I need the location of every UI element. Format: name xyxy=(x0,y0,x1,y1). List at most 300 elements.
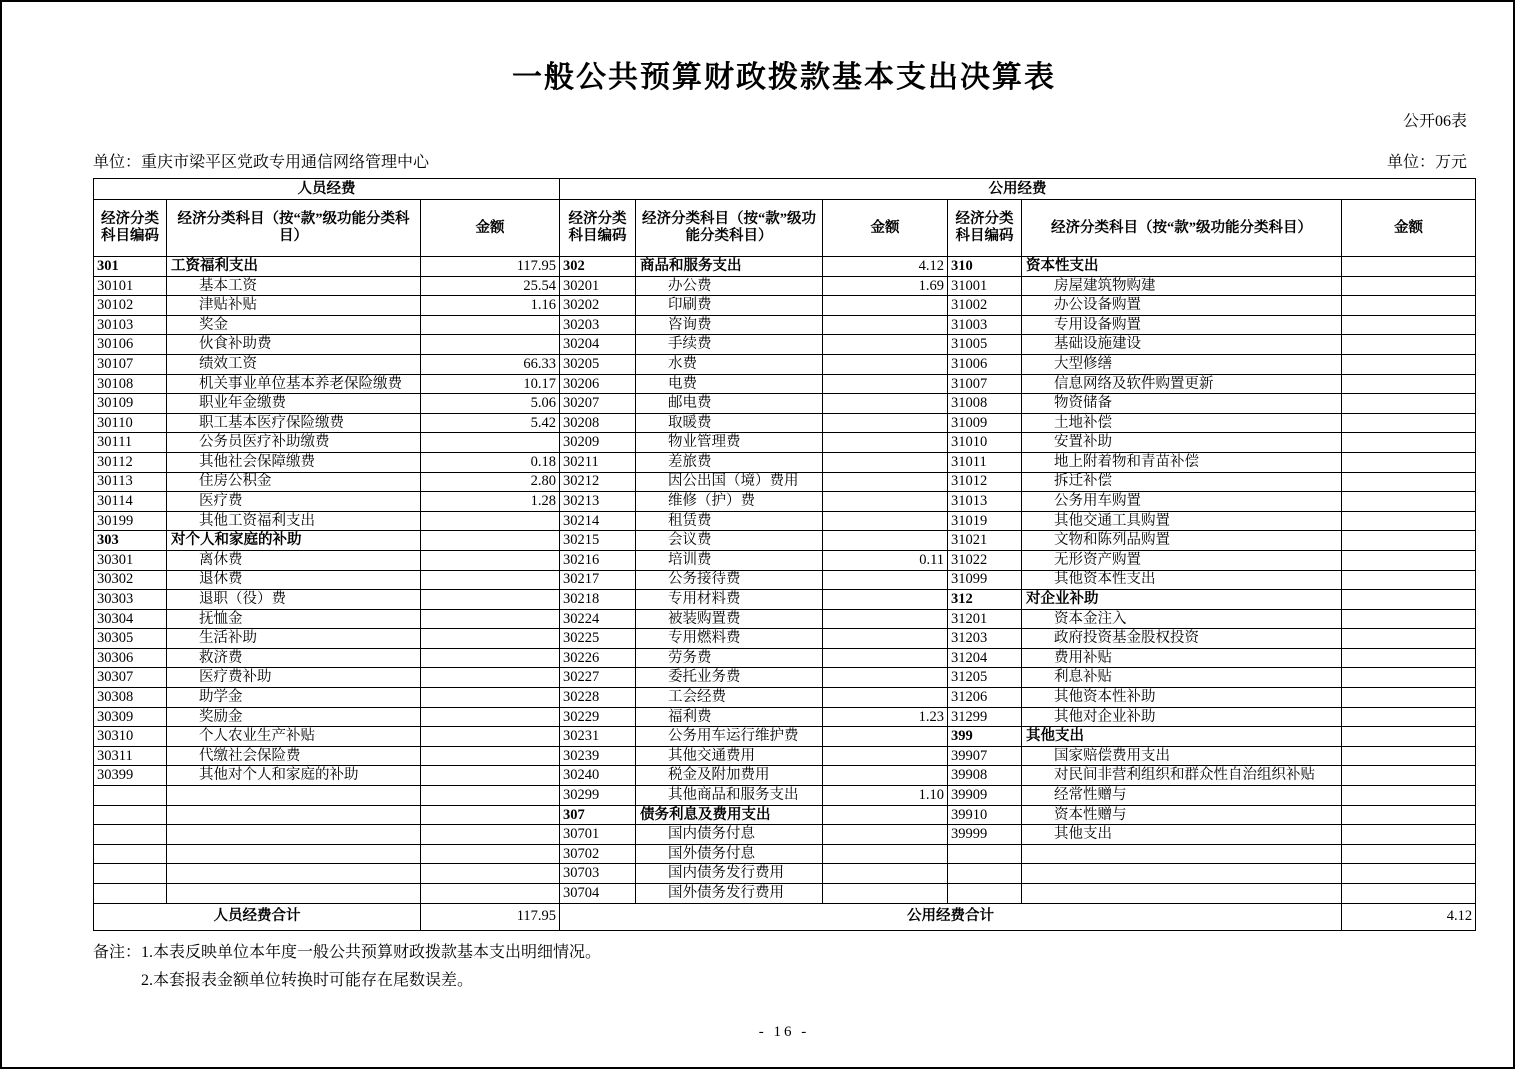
table-row xyxy=(94,570,1476,590)
note-line-1: 1.本表反映单位本年度一般公共预算财政拨款基本支出明细情况。 xyxy=(141,943,602,961)
public-total-amount: 4.12 xyxy=(1342,903,1476,930)
amount-cell xyxy=(1342,707,1476,727)
amount-cell xyxy=(421,668,560,688)
table-row xyxy=(94,805,1476,825)
subject-cell: 安置补助 xyxy=(1022,433,1342,453)
subject-cell: 其他支出 xyxy=(1022,825,1342,845)
page-number: - 16 - xyxy=(758,1024,810,1040)
code-cell: 30704 xyxy=(560,884,636,904)
table-row xyxy=(94,629,1476,649)
amount-cell: 5.06 xyxy=(421,394,560,414)
table-row xyxy=(94,884,1476,904)
code-cell: 30206 xyxy=(560,374,636,394)
amount-cell xyxy=(421,884,560,904)
code-cell: 30305 xyxy=(94,629,167,649)
table-row xyxy=(94,590,1476,610)
amount-cell xyxy=(823,531,948,551)
code-cell: 31013 xyxy=(948,492,1022,512)
subject-cell: 经常性赠与 xyxy=(1022,786,1342,806)
subject-cell: 对个人和家庭的补助 xyxy=(167,531,421,551)
amount-cell xyxy=(421,590,560,610)
amount-cell xyxy=(1342,590,1476,610)
subject-cell: 工会经费 xyxy=(636,688,823,708)
code-cell: 30203 xyxy=(560,315,636,335)
subject-cell: 培训费 xyxy=(636,550,823,570)
amount-cell xyxy=(823,433,948,453)
unit-row xyxy=(93,149,1475,172)
amount-cell xyxy=(421,825,560,845)
subject-cell: 利息补贴 xyxy=(1022,668,1342,688)
subject-cell: 奖励金 xyxy=(167,707,421,727)
col-header-subject-3: 经济分类科目（按“款”级功能分类科目） xyxy=(1022,200,1342,257)
table-row xyxy=(94,550,1476,570)
table-row xyxy=(94,276,1476,296)
subject-cell xyxy=(1022,884,1342,904)
amount-cell: 1.16 xyxy=(421,296,560,316)
amount-cell xyxy=(1342,354,1476,374)
subject-cell: 其他支出 xyxy=(1022,727,1342,747)
subject-cell: 资本金注入 xyxy=(1022,609,1342,629)
amount-cell: 10.17 xyxy=(421,374,560,394)
amount-cell xyxy=(421,629,560,649)
col-header-subject-1: 经济分类科目（按“款”级功能分类科目） xyxy=(167,200,421,257)
subject-cell: 印刷费 xyxy=(636,296,823,316)
code-cell: 31012 xyxy=(948,472,1022,492)
subject-cell xyxy=(1022,864,1342,884)
code-cell: 30107 xyxy=(94,354,167,374)
subject-cell: 工资福利支出 xyxy=(167,257,421,277)
amount-cell xyxy=(421,531,560,551)
table-total-row xyxy=(94,903,1476,930)
amount-cell xyxy=(421,315,560,335)
subject-cell: 代缴社会保险费 xyxy=(167,746,421,766)
code-cell xyxy=(948,884,1022,904)
code-cell: 30701 xyxy=(560,825,636,845)
code-cell: 310 xyxy=(948,257,1022,277)
amount-cell: 2.80 xyxy=(421,472,560,492)
amount-cell xyxy=(823,668,948,688)
amount-cell xyxy=(823,590,948,610)
unit-currency-label: 单位：万元 xyxy=(1386,154,1467,171)
subject-cell: 助学金 xyxy=(167,688,421,708)
code-cell: 30303 xyxy=(94,590,167,610)
subject-cell: 其他社会保障缴费 xyxy=(167,452,421,472)
amount-cell xyxy=(1342,276,1476,296)
table-row xyxy=(94,315,1476,335)
amount-cell xyxy=(421,335,560,355)
subject-cell: 土地补偿 xyxy=(1022,413,1342,433)
subject-cell: 手续费 xyxy=(636,335,823,355)
note-line-2: 2.本套报表金额单位转换时可能存在尾数误差。 xyxy=(141,971,474,989)
table-row xyxy=(94,825,1476,845)
code-cell: 30212 xyxy=(560,472,636,492)
code-cell: 30101 xyxy=(94,276,167,296)
amount-cell xyxy=(1342,648,1476,668)
code-cell: 301 xyxy=(94,257,167,277)
public-form-label: 公开06表 xyxy=(1402,113,1467,130)
amount-cell xyxy=(421,727,560,747)
amount-cell xyxy=(1342,727,1476,747)
page-title: 一般公共预算财政拨款基本支出决算表 xyxy=(512,61,1056,94)
amount-cell xyxy=(1342,668,1476,688)
code-cell: 31007 xyxy=(948,374,1022,394)
code-cell: 30224 xyxy=(560,609,636,629)
amount-cell xyxy=(823,727,948,747)
public-total-label: 公用经费合计 xyxy=(560,903,1342,930)
amount-cell xyxy=(1342,609,1476,629)
col-header-amount-1: 金额 xyxy=(421,200,560,257)
amount-cell xyxy=(823,394,948,414)
amount-cell xyxy=(823,472,948,492)
subject-cell: 公务员医疗补助缴费 xyxy=(167,433,421,453)
code-cell: 31019 xyxy=(948,511,1022,531)
subject-cell: 大型修缮 xyxy=(1022,354,1342,374)
amount-cell xyxy=(1342,433,1476,453)
subject-cell: 邮电费 xyxy=(636,394,823,414)
amount-cell xyxy=(1342,335,1476,355)
amount-cell xyxy=(823,844,948,864)
amount-cell: 66.33 xyxy=(421,354,560,374)
amount-cell xyxy=(823,609,948,629)
subject-cell: 退休费 xyxy=(167,570,421,590)
amount-cell: 1.23 xyxy=(823,707,948,727)
code-cell: 30309 xyxy=(94,707,167,727)
amount-cell xyxy=(823,492,948,512)
code-cell: 31005 xyxy=(948,335,1022,355)
amount-cell xyxy=(1342,531,1476,551)
subject-cell: 债务利息及费用支出 xyxy=(636,805,823,825)
code-cell: 31205 xyxy=(948,668,1022,688)
page-content xyxy=(93,2,1475,995)
amount-cell xyxy=(1342,786,1476,806)
code-cell: 30209 xyxy=(560,433,636,453)
amount-cell xyxy=(1342,315,1476,335)
table-row xyxy=(94,452,1476,472)
amount-cell: 117.95 xyxy=(421,257,560,277)
amount-cell xyxy=(823,629,948,649)
subject-cell: 专用材料费 xyxy=(636,590,823,610)
code-cell: 30110 xyxy=(94,413,167,433)
personnel-total-amount: 117.95 xyxy=(421,903,560,930)
code-cell: 30227 xyxy=(560,668,636,688)
code-cell: 31204 xyxy=(948,648,1022,668)
code-cell: 31008 xyxy=(948,394,1022,414)
subject-cell: 公务用车运行维护费 xyxy=(636,727,823,747)
subject-cell xyxy=(167,844,421,864)
code-cell: 30202 xyxy=(560,296,636,316)
subject-cell: 国外债务付息 xyxy=(636,844,823,864)
code-cell: 31010 xyxy=(948,433,1022,453)
amount-cell xyxy=(1342,884,1476,904)
subject-cell: 职业年金缴费 xyxy=(167,394,421,414)
code-cell: 31021 xyxy=(948,531,1022,551)
code-cell: 39907 xyxy=(948,746,1022,766)
notes-lines xyxy=(141,939,601,995)
subject-cell xyxy=(167,805,421,825)
subject-cell: 其他资本性补助 xyxy=(1022,688,1342,708)
amount-cell xyxy=(823,296,948,316)
subject-cell: 津贴补贴 xyxy=(167,296,421,316)
code-cell: 31002 xyxy=(948,296,1022,316)
amount-cell xyxy=(1342,374,1476,394)
subject-cell: 医疗费补助 xyxy=(167,668,421,688)
group-header-public: 公用经费 xyxy=(560,179,1476,200)
code-cell: 30207 xyxy=(560,394,636,414)
subject-cell: 离休费 xyxy=(167,550,421,570)
amount-cell xyxy=(823,746,948,766)
amount-cell xyxy=(823,511,948,531)
code-cell: 31299 xyxy=(948,707,1022,727)
subject-cell: 租赁费 xyxy=(636,511,823,531)
code-cell xyxy=(94,864,167,884)
table-row xyxy=(94,648,1476,668)
col-header-amount-2: 金额 xyxy=(823,200,948,257)
amount-cell xyxy=(421,786,560,806)
code-cell: 39910 xyxy=(948,805,1022,825)
code-cell: 30205 xyxy=(560,354,636,374)
subject-cell: 被装购置费 xyxy=(636,609,823,629)
subject-cell: 物资储备 xyxy=(1022,394,1342,414)
code-cell: 30302 xyxy=(94,570,167,590)
table-body xyxy=(94,257,1476,904)
amount-cell xyxy=(823,335,948,355)
table-row xyxy=(94,864,1476,884)
subject-cell: 抚恤金 xyxy=(167,609,421,629)
amount-cell: 25.54 xyxy=(421,276,560,296)
code-cell: 30228 xyxy=(560,688,636,708)
subject-cell: 物业管理费 xyxy=(636,433,823,453)
subject-cell: 信息网络及软件购置更新 xyxy=(1022,374,1342,394)
table-row xyxy=(94,531,1476,551)
amount-cell xyxy=(823,570,948,590)
subject-cell: 福利费 xyxy=(636,707,823,727)
subject-cell: 机关事业单位基本养老保险缴费 xyxy=(167,374,421,394)
code-cell xyxy=(948,864,1022,884)
code-cell: 30208 xyxy=(560,413,636,433)
table-row xyxy=(94,609,1476,629)
amount-cell xyxy=(1342,805,1476,825)
code-cell: 30199 xyxy=(94,511,167,531)
subject-cell xyxy=(167,786,421,806)
table-row xyxy=(94,688,1476,708)
code-cell: 30213 xyxy=(560,492,636,512)
amount-cell xyxy=(421,550,560,570)
subject-cell: 咨询费 xyxy=(636,315,823,335)
table-row xyxy=(94,354,1476,374)
subject-cell: 其他对企业补助 xyxy=(1022,707,1342,727)
code-cell: 31003 xyxy=(948,315,1022,335)
code-cell: 30306 xyxy=(94,648,167,668)
subject-cell: 国外债务发行费用 xyxy=(636,884,823,904)
subject-cell: 绩效工资 xyxy=(167,354,421,374)
subject-cell: 国内债务发行费用 xyxy=(636,864,823,884)
amount-cell xyxy=(1342,550,1476,570)
code-cell: 31206 xyxy=(948,688,1022,708)
amount-cell: 0.18 xyxy=(421,452,560,472)
code-cell: 30102 xyxy=(94,296,167,316)
code-cell: 30112 xyxy=(94,452,167,472)
code-cell: 30304 xyxy=(94,609,167,629)
subject-cell: 会议费 xyxy=(636,531,823,551)
amount-cell xyxy=(421,864,560,884)
subject-cell: 国家赔偿费用支出 xyxy=(1022,746,1342,766)
subject-cell: 其他资本性支出 xyxy=(1022,570,1342,590)
code-cell: 30106 xyxy=(94,335,167,355)
amount-cell xyxy=(1342,844,1476,864)
code-cell: 30114 xyxy=(94,492,167,512)
code-cell: 30307 xyxy=(94,668,167,688)
amount-cell xyxy=(421,746,560,766)
code-cell: 31022 xyxy=(948,550,1022,570)
subject-cell: 其他交通费用 xyxy=(636,746,823,766)
subject-cell: 差旅费 xyxy=(636,452,823,472)
subject-cell: 无形资产购置 xyxy=(1022,550,1342,570)
subject-cell: 办公费 xyxy=(636,276,823,296)
table-row xyxy=(94,668,1476,688)
amount-cell xyxy=(1342,511,1476,531)
amount-cell xyxy=(421,844,560,864)
col-header-code-2: 经济分类科目编码 xyxy=(560,200,636,257)
code-cell: 30311 xyxy=(94,746,167,766)
table-row xyxy=(94,727,1476,747)
code-cell: 30399 xyxy=(94,766,167,786)
table-row xyxy=(94,257,1476,277)
amount-cell xyxy=(823,688,948,708)
code-cell: 31009 xyxy=(948,413,1022,433)
code-cell: 30218 xyxy=(560,590,636,610)
code-cell: 30299 xyxy=(560,786,636,806)
code-cell: 31011 xyxy=(948,452,1022,472)
code-cell xyxy=(94,825,167,845)
col-header-amount-3: 金额 xyxy=(1342,200,1476,257)
amount-cell xyxy=(1342,766,1476,786)
subject-cell xyxy=(167,864,421,884)
subject-cell: 地上附着物和青苗补偿 xyxy=(1022,452,1342,472)
code-cell: 30226 xyxy=(560,648,636,668)
code-cell: 30113 xyxy=(94,472,167,492)
amount-cell xyxy=(1342,746,1476,766)
code-cell: 30204 xyxy=(560,335,636,355)
code-cell: 30308 xyxy=(94,688,167,708)
code-cell: 399 xyxy=(948,727,1022,747)
amount-cell xyxy=(823,452,948,472)
table-row xyxy=(94,374,1476,394)
amount-cell: 1.69 xyxy=(823,276,948,296)
unit-name-label: 单位：重庆市梁平区党政专用通信网络管理中心 xyxy=(93,154,430,171)
amount-cell xyxy=(823,354,948,374)
amount-cell xyxy=(421,511,560,531)
subject-cell: 政府投资基金股权投资 xyxy=(1022,629,1342,649)
table-row xyxy=(94,296,1476,316)
amount-cell xyxy=(823,805,948,825)
amount-cell xyxy=(421,648,560,668)
amount-cell xyxy=(823,864,948,884)
code-cell: 30225 xyxy=(560,629,636,649)
code-cell xyxy=(948,844,1022,864)
code-cell: 31203 xyxy=(948,629,1022,649)
code-cell: 30703 xyxy=(560,864,636,884)
subject-cell: 因公出国（境）费用 xyxy=(636,472,823,492)
notes-label: 备注： xyxy=(93,943,142,961)
table-row xyxy=(94,335,1476,355)
amount-cell xyxy=(421,766,560,786)
subject-cell: 其他对个人和家庭的补助 xyxy=(167,766,421,786)
code-cell: 30217 xyxy=(560,570,636,590)
code-cell: 30702 xyxy=(560,844,636,864)
amount-cell xyxy=(421,805,560,825)
amount-cell xyxy=(1342,688,1476,708)
amount-cell xyxy=(1342,257,1476,277)
subject-cell: 对企业补助 xyxy=(1022,590,1342,610)
subject-cell: 个人农业生产补贴 xyxy=(167,727,421,747)
subject-cell: 其他交通工具购置 xyxy=(1022,511,1342,531)
code-cell: 302 xyxy=(560,257,636,277)
subject-cell: 公务用车购置 xyxy=(1022,492,1342,512)
amount-cell xyxy=(1342,629,1476,649)
table-row xyxy=(94,492,1476,512)
col-header-code-3: 经济分类科目编码 xyxy=(948,200,1022,257)
subject-cell: 公务接待费 xyxy=(636,570,823,590)
subject-cell: 其他商品和服务支出 xyxy=(636,786,823,806)
amount-cell: 0.11 xyxy=(823,550,948,570)
code-cell: 39999 xyxy=(948,825,1022,845)
code-cell: 30216 xyxy=(560,550,636,570)
code-cell: 30103 xyxy=(94,315,167,335)
subject-cell: 资本性支出 xyxy=(1022,257,1342,277)
table-row xyxy=(94,844,1476,864)
amount-cell xyxy=(421,433,560,453)
subject-cell: 奖金 xyxy=(167,315,421,335)
amount-cell: 4.12 xyxy=(823,257,948,277)
subject-cell xyxy=(167,825,421,845)
subject-cell: 专用燃料费 xyxy=(636,629,823,649)
code-cell: 312 xyxy=(948,590,1022,610)
subject-cell: 医疗费 xyxy=(167,492,421,512)
subject-cell: 维修（护）费 xyxy=(636,492,823,512)
subject-cell: 商品和服务支出 xyxy=(636,257,823,277)
subject-cell: 办公设备购置 xyxy=(1022,296,1342,316)
code-cell: 30215 xyxy=(560,531,636,551)
code-cell xyxy=(94,805,167,825)
code-cell: 31001 xyxy=(948,276,1022,296)
subject-cell: 其他工资福利支出 xyxy=(167,511,421,531)
code-cell xyxy=(94,786,167,806)
amount-cell xyxy=(1342,864,1476,884)
table-row xyxy=(94,413,1476,433)
amount-cell xyxy=(1342,492,1476,512)
subject-cell xyxy=(1022,844,1342,864)
subject-cell: 住房公积金 xyxy=(167,472,421,492)
subject-cell: 基本工资 xyxy=(167,276,421,296)
code-cell: 303 xyxy=(94,531,167,551)
amount-cell xyxy=(1342,296,1476,316)
code-cell: 30229 xyxy=(560,707,636,727)
code-cell: 30211 xyxy=(560,452,636,472)
personnel-total-label: 人员经费合计 xyxy=(94,903,421,930)
subject-cell: 委托业务费 xyxy=(636,668,823,688)
amount-cell xyxy=(421,707,560,727)
subject-cell: 对民间非营利组织和群众性自治组织补贴 xyxy=(1022,766,1342,786)
subject-cell: 劳务费 xyxy=(636,648,823,668)
code-cell: 30239 xyxy=(560,746,636,766)
subject-cell: 职工基本医疗保险缴费 xyxy=(167,413,421,433)
amount-cell xyxy=(1342,394,1476,414)
table-row xyxy=(94,511,1476,531)
amount-cell xyxy=(823,648,948,668)
subject-cell: 水费 xyxy=(636,354,823,374)
amount-cell xyxy=(823,884,948,904)
subject-cell: 拆迁补偿 xyxy=(1022,472,1342,492)
